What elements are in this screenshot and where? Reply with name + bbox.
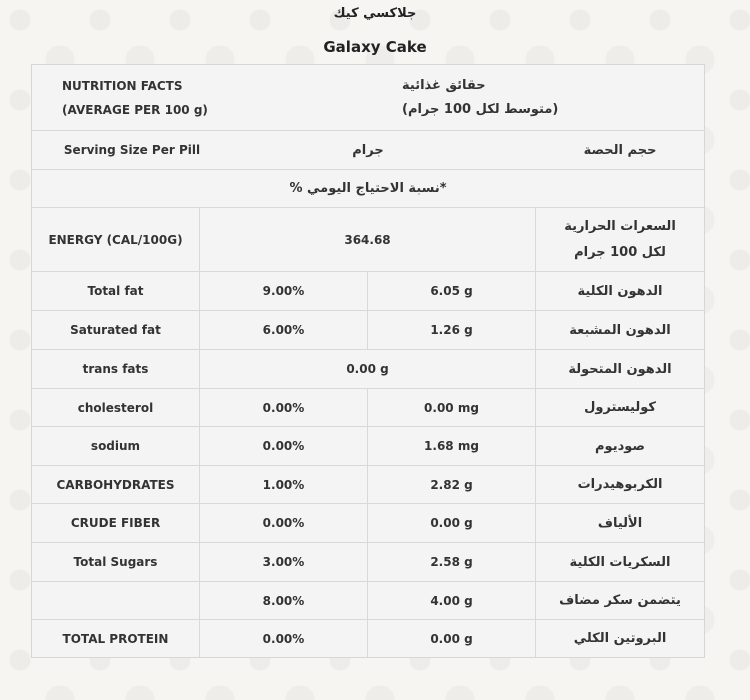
nutrient-percent: 8.00% <box>200 582 368 619</box>
nutrient-name-en: cholesterol <box>32 389 200 426</box>
nutrient-amount: 1.68 mg <box>368 427 536 465</box>
nutrient-percent: 1.00% <box>200 466 368 503</box>
nutrition-table <box>31 64 705 658</box>
header-subtitle-en: (AVERAGE PER 100 g) <box>62 102 208 117</box>
table-row <box>32 311 704 350</box>
nutrient-name-ar: الدهون الكلية <box>577 283 663 299</box>
energy-label-ar-line1: السعرات الحرارية <box>564 218 676 234</box>
header-subtitle-ar: (متوسط لكل 100 جرام) <box>402 101 559 117</box>
table-row <box>32 504 704 543</box>
serving-unit-ar: جرام <box>352 142 384 158</box>
daily-value-row <box>32 170 704 208</box>
table-header-row <box>32 65 704 131</box>
nutrient-name-en: CARBOHYDRATES <box>32 466 200 503</box>
nutrient-name-ar: الكربوهيدرات <box>577 477 663 492</box>
nutrient-amount: 4.00 g <box>368 582 536 619</box>
nutrient-name-ar: كوليسترول <box>584 400 656 415</box>
nutrient-name-ar: الدهون المشبعة <box>569 322 671 338</box>
header-title-ar: حقائق غذائية <box>402 77 486 93</box>
energy-label-ar <box>536 208 704 271</box>
table-row <box>32 466 704 504</box>
nutrient-amount: 2.82 g <box>368 466 536 503</box>
nutrient-name-en: Total Sugars <box>32 543 200 581</box>
table-row <box>32 272 704 311</box>
nutrient-amount: 6.05 g <box>368 272 536 310</box>
serving-size-row <box>32 131 704 170</box>
nutrient-name-en: sodium <box>32 427 200 465</box>
energy-row <box>32 208 704 272</box>
nutrient-name-en: CRUDE FIBER <box>32 504 200 542</box>
nutrient-name-ar: الألياف <box>597 515 643 531</box>
table-row <box>32 389 704 427</box>
header-arabic <box>402 65 652 130</box>
table-row <box>32 543 704 582</box>
serving-label-en: Serving Size Per Pill <box>63 143 201 157</box>
nutrient-name-ar: صوديوم <box>595 438 645 454</box>
nutrient-amount: 0.00 mg <box>368 389 536 426</box>
nutrient-name-en: TOTAL PROTEIN <box>32 620 200 657</box>
table-row <box>32 350 704 389</box>
nutrient-name-ar: يتضمن سكر مضاف <box>559 593 681 608</box>
nutrient-amount: 0.00 g <box>200 350 536 388</box>
nutrient-name-en <box>32 582 200 619</box>
nutrient-name-en: Total fat <box>32 272 200 310</box>
nutrient-amount: 1.26 g <box>368 311 536 349</box>
table-row <box>32 427 704 466</box>
nutrient-name-en: Saturated fat <box>32 311 200 349</box>
nutrient-percent: 0.00% <box>200 620 368 657</box>
serving-label-ar: حجم الحصة <box>583 142 657 158</box>
nutrient-amount: 0.00 g <box>368 504 536 542</box>
energy-label-en: ENERGY (CAL/100G) <box>32 208 200 271</box>
nutrient-amount: 0.00 g <box>368 620 536 657</box>
daily-value-label: *نسبة الاحتياج اليومي % <box>289 181 447 196</box>
product-title-english: Galaxy Cake <box>323 38 427 56</box>
nutrient-percent: 0.00% <box>200 427 368 465</box>
nutrient-name-ar: السكريات الكلية <box>569 554 671 570</box>
nutrient-percent: 3.00% <box>200 543 368 581</box>
nutrient-amount: 2.58 g <box>368 543 536 581</box>
product-title-arabic: جلاكسي كيك <box>333 6 417 21</box>
nutrient-percent: 6.00% <box>200 311 368 349</box>
header-english <box>62 65 312 130</box>
nutrient-percent: 0.00% <box>200 504 368 542</box>
nutrient-percent: 9.00% <box>200 272 368 310</box>
table-row <box>32 620 704 657</box>
nutrient-name-ar: الدهون المتحولة <box>568 361 672 377</box>
energy-value: 364.68 <box>200 208 536 271</box>
energy-label-ar-line2: لكل 100 جرام <box>574 244 666 260</box>
nutrient-name-ar: البروتين الكلي <box>573 631 667 646</box>
table-row <box>32 582 704 620</box>
nutrient-percent: 0.00% <box>200 389 368 426</box>
nutrient-name-en: trans fats <box>32 350 200 388</box>
header-title-en: NUTRITION FACTS <box>62 78 183 93</box>
